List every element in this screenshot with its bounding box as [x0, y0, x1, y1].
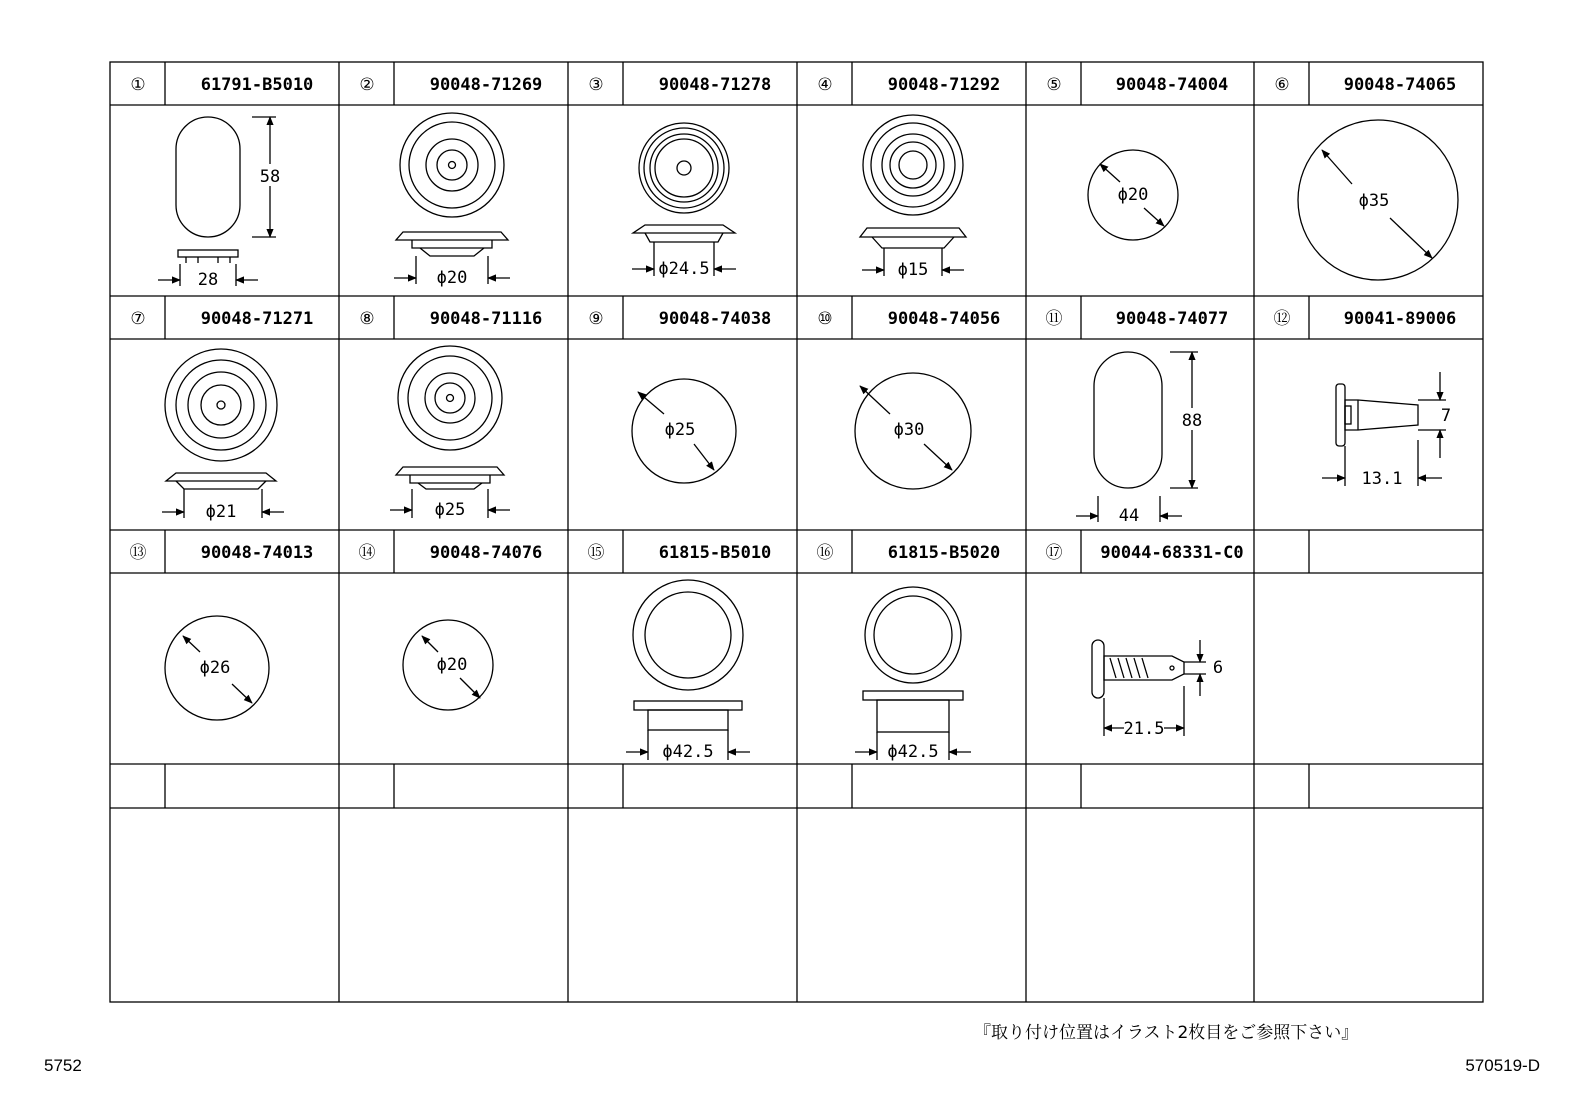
item-number: ⑩ [817, 309, 833, 329]
page-code-left: 5752 [44, 1056, 82, 1075]
dim-label: 7 [1440, 406, 1452, 426]
header-row-1 [130, 75, 1456, 95]
part-16-drawing [855, 587, 971, 760]
dim-label: ϕ30 [893, 420, 925, 440]
part-8-drawing [390, 346, 510, 518]
dim-label: 6 [1212, 658, 1224, 678]
dim-label: 58 [259, 167, 281, 187]
item-number: ① [130, 75, 146, 95]
grid-lines [110, 62, 1483, 1002]
dim-label: 88 [1181, 411, 1203, 431]
item-number: ⑭ [358, 543, 376, 563]
page-code-right: 570519-D [1465, 1056, 1540, 1075]
header-row-3 [130, 543, 1244, 563]
part-1-drawing [158, 117, 276, 286]
part-number: 90048-71269 [429, 75, 543, 95]
part-number: 61791-B5010 [200, 75, 314, 95]
part-number: 90048-74056 [887, 309, 1001, 329]
part-15-drawing [626, 580, 750, 760]
dim-label: ϕ26 [199, 658, 231, 678]
part-number: 90041-89006 [1343, 309, 1457, 329]
part-2-drawing [394, 113, 510, 284]
item-number: ⑤ [1046, 75, 1062, 95]
dim-label: 44 [1118, 506, 1140, 526]
dim-label: ϕ42.5 [887, 742, 939, 762]
item-number: ⑪ [1045, 309, 1063, 329]
dim-label: ϕ20 [436, 268, 468, 288]
part-number: 90048-74004 [1115, 75, 1229, 95]
dim-label: ϕ25 [664, 420, 696, 440]
part-3-drawing [632, 123, 736, 276]
item-number: ⑦ [130, 309, 146, 329]
part-4-drawing [860, 115, 966, 276]
part-number: 90048-74065 [1343, 75, 1457, 95]
part-number: 90048-71116 [429, 309, 543, 329]
item-number: ⑰ [1045, 543, 1063, 563]
item-number: ⑥ [1274, 75, 1290, 95]
item-number: ⑬ [129, 543, 147, 563]
dim-label: ϕ20 [1117, 185, 1149, 205]
item-number: ⑨ [588, 309, 604, 329]
part-11-drawing [1076, 352, 1198, 522]
part-number: 90048-74077 [1115, 309, 1229, 329]
part-7-drawing [162, 349, 284, 518]
dim-label: 13.1 [1361, 469, 1403, 489]
item-number: ⑫ [1273, 309, 1291, 329]
dim-label: 28 [197, 270, 219, 290]
part-number: 90048-71271 [200, 309, 314, 329]
header-row-2 [130, 309, 1456, 329]
item-number: ④ [817, 75, 833, 95]
part-number: 90048-71278 [658, 75, 772, 95]
part-number: 90048-71292 [887, 75, 1001, 95]
item-number: ⑮ [587, 543, 605, 563]
part-number: 61815-B5020 [887, 543, 1001, 563]
dim-label: ϕ15 [897, 260, 929, 280]
dim-label: ϕ20 [436, 655, 468, 675]
dim-label: ϕ35 [1358, 191, 1390, 211]
part-number: 90048-74076 [429, 543, 543, 563]
dim-label: ϕ24.5 [658, 259, 710, 279]
item-number: ⑯ [816, 543, 834, 563]
item-number: ⑧ [359, 309, 375, 329]
dim-label: ϕ25 [434, 500, 466, 520]
dimension-labels [198, 164, 1451, 762]
dim-label: ϕ21 [205, 502, 237, 522]
part-number: 90048-74013 [200, 543, 314, 563]
dim-label: ϕ42.5 [662, 742, 714, 762]
installation-note: 『取り付け位置はイラスト2枚目をご参照下さい』 [974, 1023, 1359, 1043]
part-number: 90048-74038 [658, 309, 772, 329]
part-number: 61815-B5010 [658, 543, 772, 563]
item-number: ② [359, 75, 375, 95]
part-number: 90044-68331-C0 [1100, 543, 1244, 563]
dim-label: 21.5 [1123, 719, 1165, 739]
item-number: ③ [588, 75, 604, 95]
